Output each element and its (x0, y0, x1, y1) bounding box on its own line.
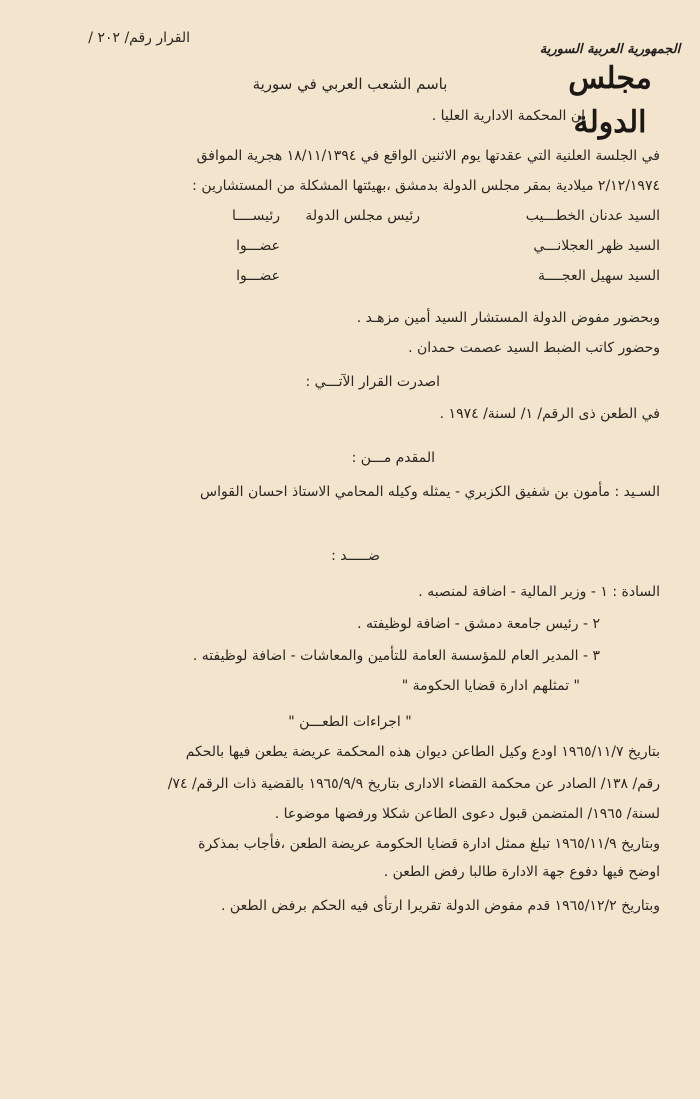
procedures-heading: " اجراءات الطعـــن " (288, 714, 412, 730)
panel-member-title: عضـــوا (236, 238, 280, 254)
respondent-3: ٣ - المدير العام للمؤسسة العامة للتأمين والمعاشات - اضافة لوظيفته . (192, 648, 600, 664)
seal-council-text: مجلس الدولة (568, 61, 652, 140)
panel-member-title: عضـــوا (236, 268, 280, 284)
panel-member-name: السيد عدنان الخطـــيب (525, 208, 660, 224)
attendance-clerk: وحضور كاتب الضبط السيد عصمت حمدان . (408, 340, 660, 356)
issued-heading: اصدرت القرار الآتـــي : (305, 374, 440, 390)
procedure-line: اوضح فيها دفوع جهة الادارة طالبا رفض الطعن . (383, 864, 660, 880)
decision-number: القرار رقم/ ٢٠٢ / (88, 30, 190, 46)
procedure-line: وبتاريخ ١٩٦٥/١١/٩ تبلغ ممثل ادارة قضايا الحكومة عريضة الطعن ،فأجاب بمذكرة (198, 836, 660, 852)
panel-member-name: السيد سهيل العجــــة (538, 268, 660, 284)
attendance-commissioner: وبحضور مفوض الدولة المستشار السيد أمين مزهـد . (356, 310, 660, 326)
document-title: باسم الشعب العربي في سورية (252, 75, 448, 93)
procedure-line: وبتاريخ ١٩٦٥/١٢/٢ قدم مفوض الدولة تقريرا ارتأى فيه الحكم برفض الطعن . (221, 898, 660, 914)
procedure-line: لسنة/ ١٩٦٥/ المتضمن قبول دعوى الطاعن شكلا ورفضها موضوعا . (274, 806, 660, 822)
court-name: ان المحكمة الادارية العليا . (431, 108, 585, 124)
procedure-line: رقم/ ١٣٨/ الصادر عن محكمة القضاء الادارى بتاريخ ١٩٦٥/٩/٩ بالقضية ذات الرقم/ ٧٤/ (167, 776, 660, 792)
representation-note: " تمثلهم ادارة قضايا الحكومة " (401, 678, 580, 694)
panel-member-name: السيد ظهر العجلانـــي (533, 238, 660, 254)
appellant: السـيد : مأمون بن شفيق الكزبري - يمثله وكيله المحامي الاستاذ احسان القواس (200, 484, 660, 500)
against-heading: ضـــــد : (331, 548, 380, 564)
submitted-by-heading: المقدم مـــن : (351, 450, 435, 466)
seal-republic-text: الجمهورية العربية السورية (539, 42, 681, 57)
session-line-2: ٢/١٢/١٩٧٤ ميلادية بمقر مجلس الدولة بدمشق ،بهيئتها المشكلة من المستشارين : (192, 178, 660, 194)
panel-member-role: رئيس مجلس الدولة (305, 208, 420, 224)
respondent-1: السادة : ١ - وزير المالية - اضافة لمنصبه . (418, 584, 660, 600)
panel-member-title: رئيســــا (231, 208, 280, 224)
session-line-1: في الجلسة العلنية التي عقدتها يوم الاثنين الواقع في ١٨/١١/١٣٩٤ هجرية الموافق (196, 148, 660, 164)
procedure-line: بتاريخ ١٩٦٥/١١/٧ اودع وكيل الطاعن ديوان هذه المحكمة عريضة يطعن فيها بالحكم (185, 744, 660, 760)
appeal-number: في الطعن ذى الرقم/ ١/ لسنة/ ١٩٧٤ . (439, 406, 660, 422)
respondent-2: ٢ - رئيس جامعة دمشق - اضافة لوظيفته . (357, 616, 600, 632)
